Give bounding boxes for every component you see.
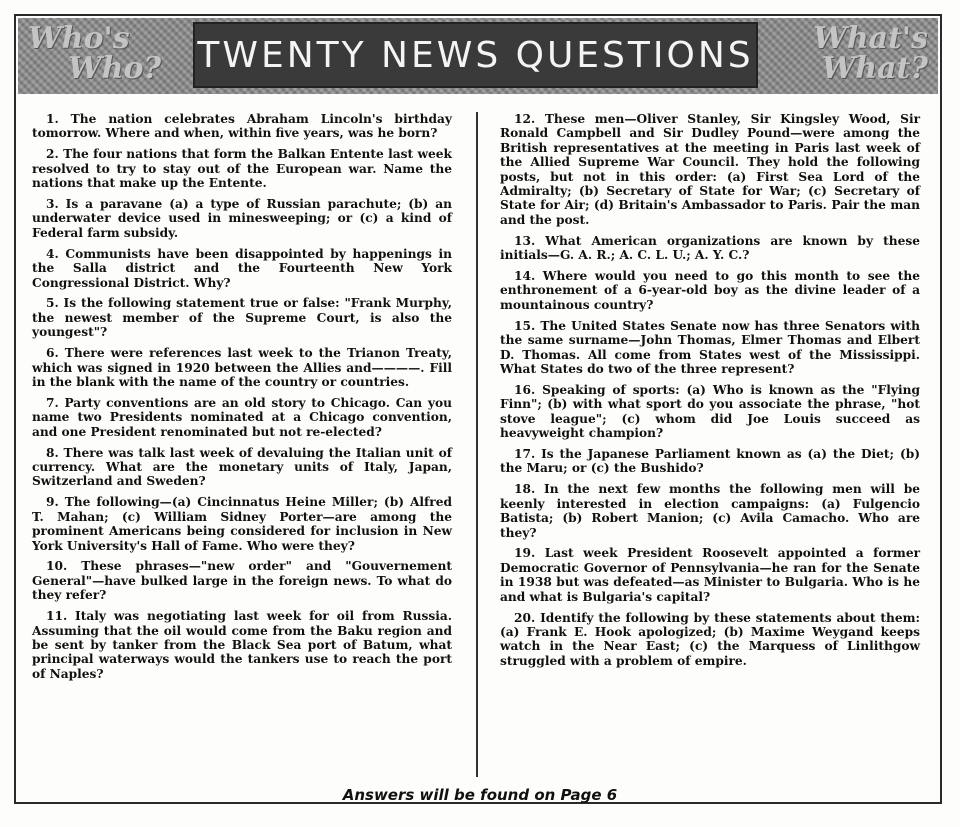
- question-6: 6. There were references last week to the Trianon Treaty, which was signed in 1920 between the Allies and————. Fill in the blank with the name of the country or countries.: [32, 346, 452, 389]
- answers-footer: Answers will be found on Page 6: [342, 786, 618, 804]
- question-13: 13. What American organizations are known by these initials—G. A. R.; A. C. L. U.; A. Y. C.?: [500, 233, 920, 263]
- question-7: 7. Party conventions are an old story to Chicago. Can you name two Presidents nominated at a Chicago convention, and one President renominated but not re-elected?: [32, 395, 452, 439]
- question-9: 9. The following—(a) Cincinnatus Heine Miller; (b) Alfred T. Mahan; (c) William Sidney Porter—are among the prominent Americans being considered for inclusion in New York University's Hall of Fame. Who were they?: [32, 495, 452, 553]
- question-2: 2. The four nations that form the Balkan Entente last week resolved to try to stay out of the European war. Name the nations that make up the Entente.: [32, 147, 452, 191]
- header-banner: [18, 18, 938, 94]
- question-11: 11. Italy was negotiating last week for oil from Russia. Assuming that the oil would come from the Baku region and be sent by tanker from the Black Sea port of Batum, what principal waterways would the tankers use to reach the port of Naples?: [32, 609, 452, 681]
- whos-who-caption: [28, 21, 178, 88]
- who-word: Who?: [68, 51, 162, 86]
- question-16: 16. Speaking of sports: (a) Who is known as the "Flying Finn"; (b) with what sport do you associate the phrase, "hot stove league"; (c) whom did Joe Louis succeed as heavyweight champion?: [500, 382, 920, 441]
- question-18: 18. In the next few months the following men will be keenly interested in election campaigns: (a) Fulgencio Batista; (b) Robert Manion; (c) Avila Camacho. Who are they?: [500, 482, 920, 540]
- title-box: [193, 22, 758, 88]
- right-column: [500, 112, 920, 675]
- question-5: 5. Is the following statement true or false: "Frank Murphy, the newest member of the Supreme Court, is also the youngest"?: [32, 296, 452, 340]
- question-20: 20. Identify the following by these statements about them: (a) Frank E. Hook apologized; (b) Maxime Weygand keeps watch in the Near East; (c) the Marquess of Linlithgow struggled with a problem of empire.: [500, 610, 920, 668]
- question-15: 15. The United States Senate now has three Senators with the same surname—John Thomas, Elmer Thomas and Elbert D. Thomas. All come from States west of the Mississippi. What States do two of the three represent?: [500, 318, 920, 376]
- what-word: What?: [821, 51, 928, 86]
- question-12: 12. These men—Oliver Stanley, Sir Kingsley Wood, Sir Ronald Campbell and Sir Dudley Pound—were among the British representatives at the meeting in Paris last week of the Allied Supreme War Council. They hold the following posts, but not in this order: (a) First Sea Lord of the Admiralty; (b) Secretary of State for War; (c) Secretary of State for Air; (d) Britain's Ambassador to Paris. Pair the man and the post.: [500, 112, 920, 227]
- question-3: 3. Is a paravane (a) a type of Russian parachute; (b) an underwater device used in minesweeping; or (c) a kind of Federal farm subsidy.: [32, 197, 452, 240]
- question-8: 8. There was talk last week of devaluing the Italian unit of currency. What are the monetary units of Italy, Japan, Switzerland and Sweden?: [32, 445, 452, 489]
- left-column: [32, 112, 452, 688]
- whats-word: What's: [813, 21, 928, 56]
- question-4: 4. Communists have been disappointed by happenings in the Salla district and the Fourteenth New York Congressional District. Why?: [32, 246, 452, 290]
- question-1: 1. The nation celebrates Abraham Lincoln's birthday tomorrow. Where and when, within five years, was he born?: [32, 112, 452, 141]
- page-title: TWENTY NEWS QUESTIONS: [197, 34, 754, 76]
- whos-word: Who's: [28, 21, 130, 56]
- whats-what-caption: [778, 21, 928, 88]
- question-17: 17. Is the Japanese Parliament known as (a) the Diet; (b) the Maru; or (c) the Bushido?: [500, 447, 920, 476]
- column-divider: [476, 112, 478, 777]
- question-19: 19. Last week President Roosevelt appointed a former Democratic Governor of Pennsylvania—he ran for the Senate in 1938 but was defeated—as Minister to Bulgaria. Who is he and what is Bulgaria's capital?: [500, 546, 920, 604]
- question-14: 14. Where would you need to go this month to see the enthronement of a 6-year-old boy as the divine leader of a mountainous country?: [500, 269, 920, 312]
- question-10: 10. These phrases—"new order" and "Gouvernement General"—have bulked large in the foreign news. To what do they refer?: [32, 559, 452, 603]
